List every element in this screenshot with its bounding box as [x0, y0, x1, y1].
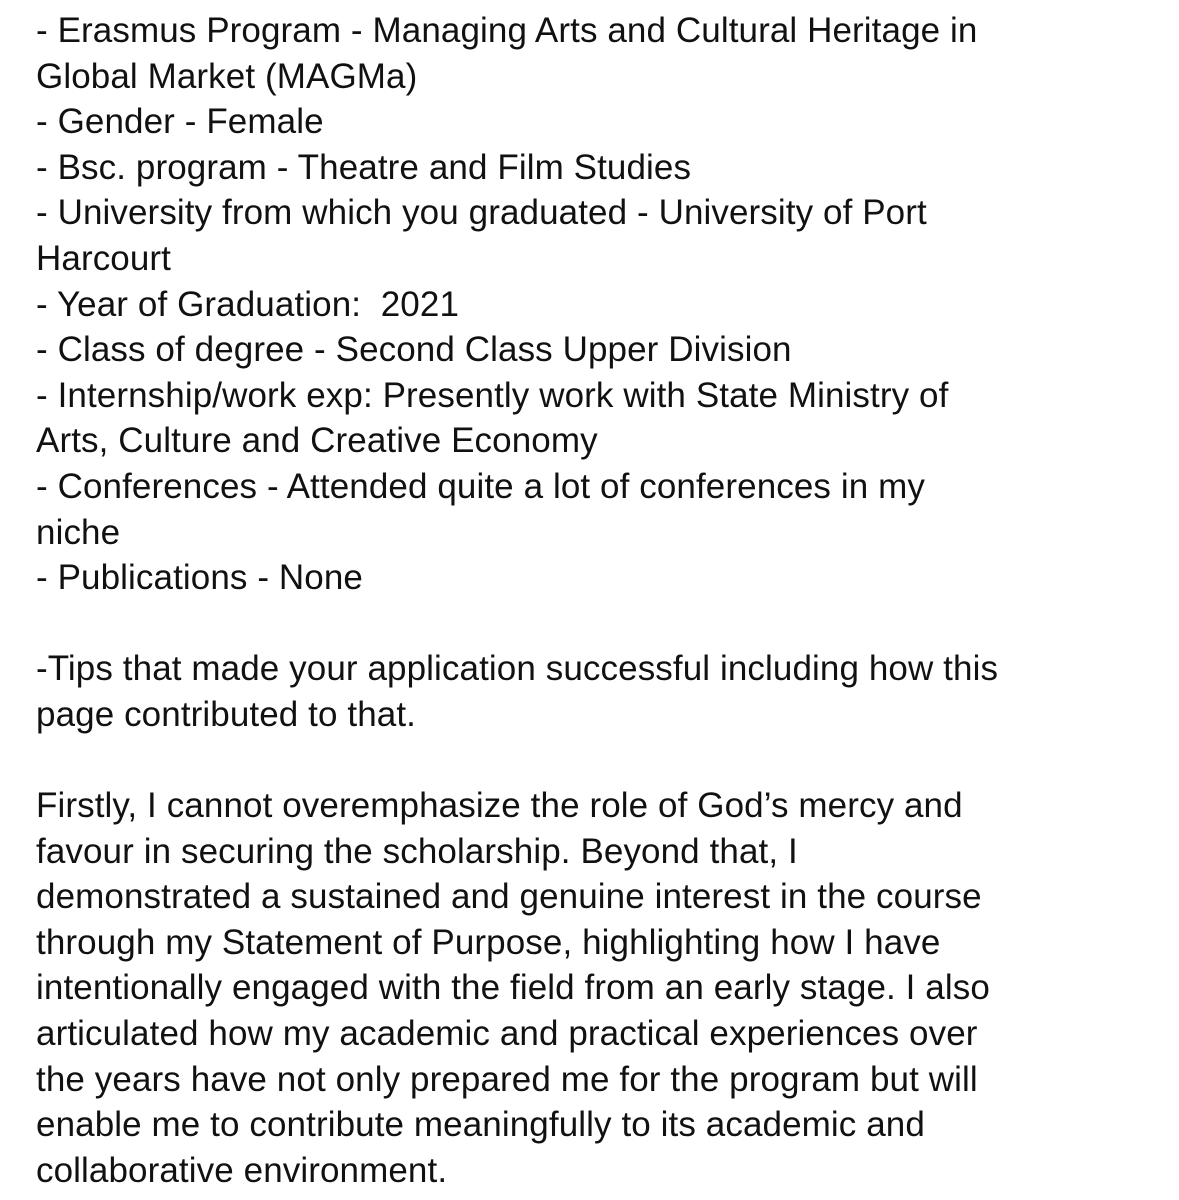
blank-line — [36, 738, 1156, 784]
text-line: collaborative environment. — [36, 1150, 448, 1190]
text-line: - Publications - None — [36, 558, 363, 598]
text-line: the years have not only prepared me for the program but will — [36, 1059, 978, 1099]
text-line: Firstly, I cannot overemphasize the role of God’s mercy and — [36, 786, 963, 826]
text-line: Arts, Culture and Creative Economy — [36, 421, 598, 461]
text-line: - Erasmus Program - Managing Arts and Cultural Heritage in — [36, 11, 978, 50]
text-line: through my Statement of Purpose, highlighting how I have — [36, 922, 941, 962]
text-line: articulated how my academic and practical experiences over — [36, 1014, 978, 1054]
text-line: demonstrated a sustained and genuine interest in the course — [36, 877, 982, 917]
text-line: - Year of Graduation: 2021 — [36, 284, 460, 324]
text-line: niche — [36, 512, 121, 552]
text-line: - University from which you graduated - University of Port — [36, 193, 927, 233]
text-line: Harcourt — [36, 238, 172, 278]
text-line: - Internship/work exp: Presently work with State Ministry of — [36, 375, 949, 415]
text-line: - Class of degree - Second Class Upper Division — [36, 330, 792, 370]
text-line: Global Market (MAGMa) — [36, 56, 418, 96]
text-line: -Tips that made your application successful including how this — [36, 649, 999, 689]
text-line: - Bsc. program - Theatre and Film Studies — [36, 147, 692, 187]
text-line: page contributed to that. — [36, 694, 416, 734]
text-line: favour in securing the scholarship. Beyond that, I — [36, 831, 798, 871]
text-line: - Conferences - Attended quite a lot of conferences in my — [36, 466, 925, 506]
blank-line — [36, 601, 1156, 647]
note-body — [36, 8, 1156, 1193]
text-line: intentionally engaged with the field from an early stage. I also — [36, 968, 990, 1008]
text-line: enable me to contribute meaningfully to its academic and — [36, 1105, 925, 1145]
text-line: - Gender - Female — [36, 102, 324, 142]
